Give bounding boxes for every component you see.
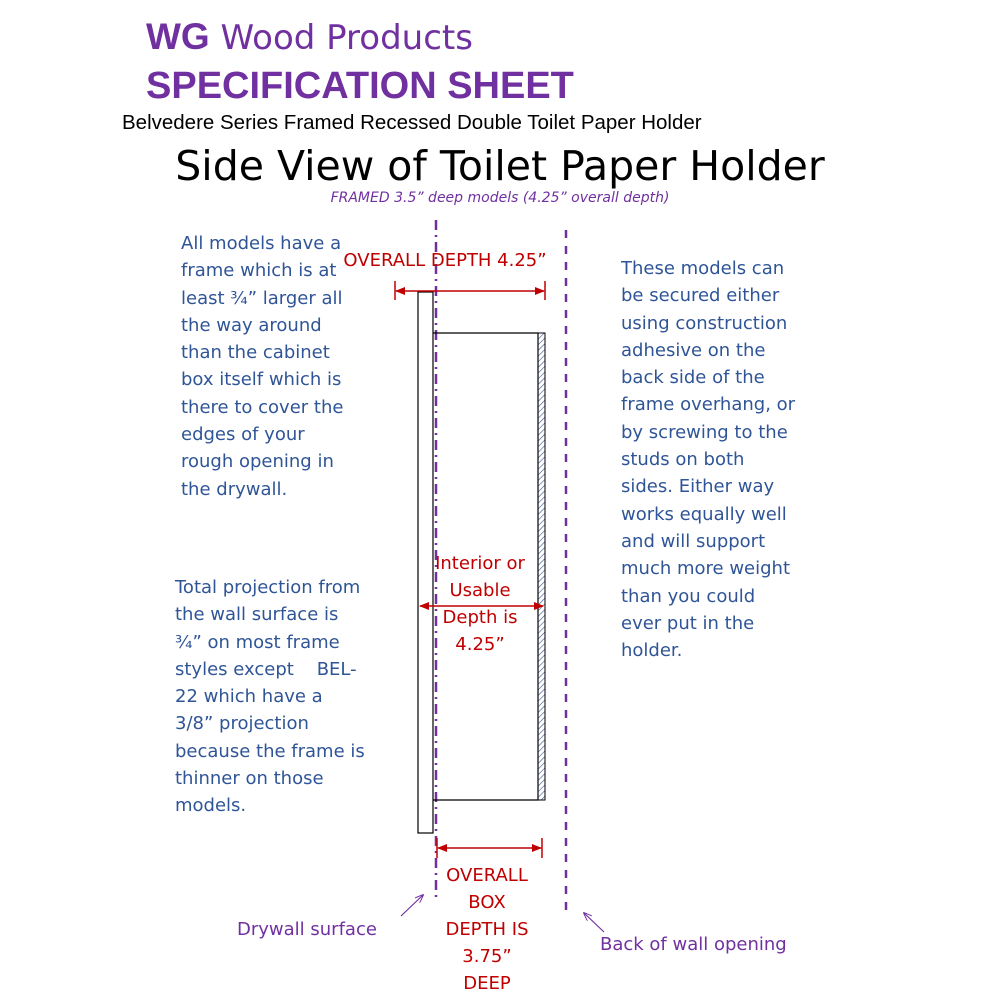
box-back-panel bbox=[538, 333, 545, 800]
overall-depth-label: OVERALL DEPTH 4.25” bbox=[343, 250, 547, 271]
box-depth-label: OVERALL BOX DEPTH IS 3.75” DEEP bbox=[445, 865, 529, 994]
projection-note: Total projection from the wall surface is ¾” on most frame styles except BEL-22 which have a 3/8” projection because the frame is thinner on those models. bbox=[175, 577, 371, 817]
diagram-title: Side View of Toilet Paper Holder bbox=[175, 142, 825, 190]
drywall-callout-arrow bbox=[401, 895, 423, 916]
frame-profile bbox=[418, 292, 433, 833]
product-name: Belvedere Series Framed Recessed Double Toilet Paper Holder bbox=[122, 111, 702, 134]
back-wall-callout-arrow bbox=[584, 913, 604, 932]
brand-name: Wood Products bbox=[220, 18, 473, 58]
frame-size-note: All models have a frame which is at least ¾” larger all the way around than the cabinet box itself which is there to cover the edges of your rough opening in the drywall. bbox=[181, 233, 344, 500]
diagram-subtitle: FRAMED 3.5” deep models (4.25” overall depth) bbox=[330, 190, 670, 206]
back-of-wall-label: Back of wall opening bbox=[600, 934, 787, 955]
mounting-note: These models can be secured either using construction adhesive on the back side of the frame overhang, or by screwing to the studs on both sides. Either way works equally well and will support much more weight than you could ever put in the holder. bbox=[621, 258, 796, 662]
brand-mark: WG bbox=[146, 16, 210, 57]
sheet-title: SPECIFICATION SHEET bbox=[146, 65, 574, 107]
interior-depth-label: Interior or Usable Depth is 4.25” bbox=[435, 553, 525, 655]
drywall-surface-label: Drywall surface bbox=[237, 919, 377, 940]
